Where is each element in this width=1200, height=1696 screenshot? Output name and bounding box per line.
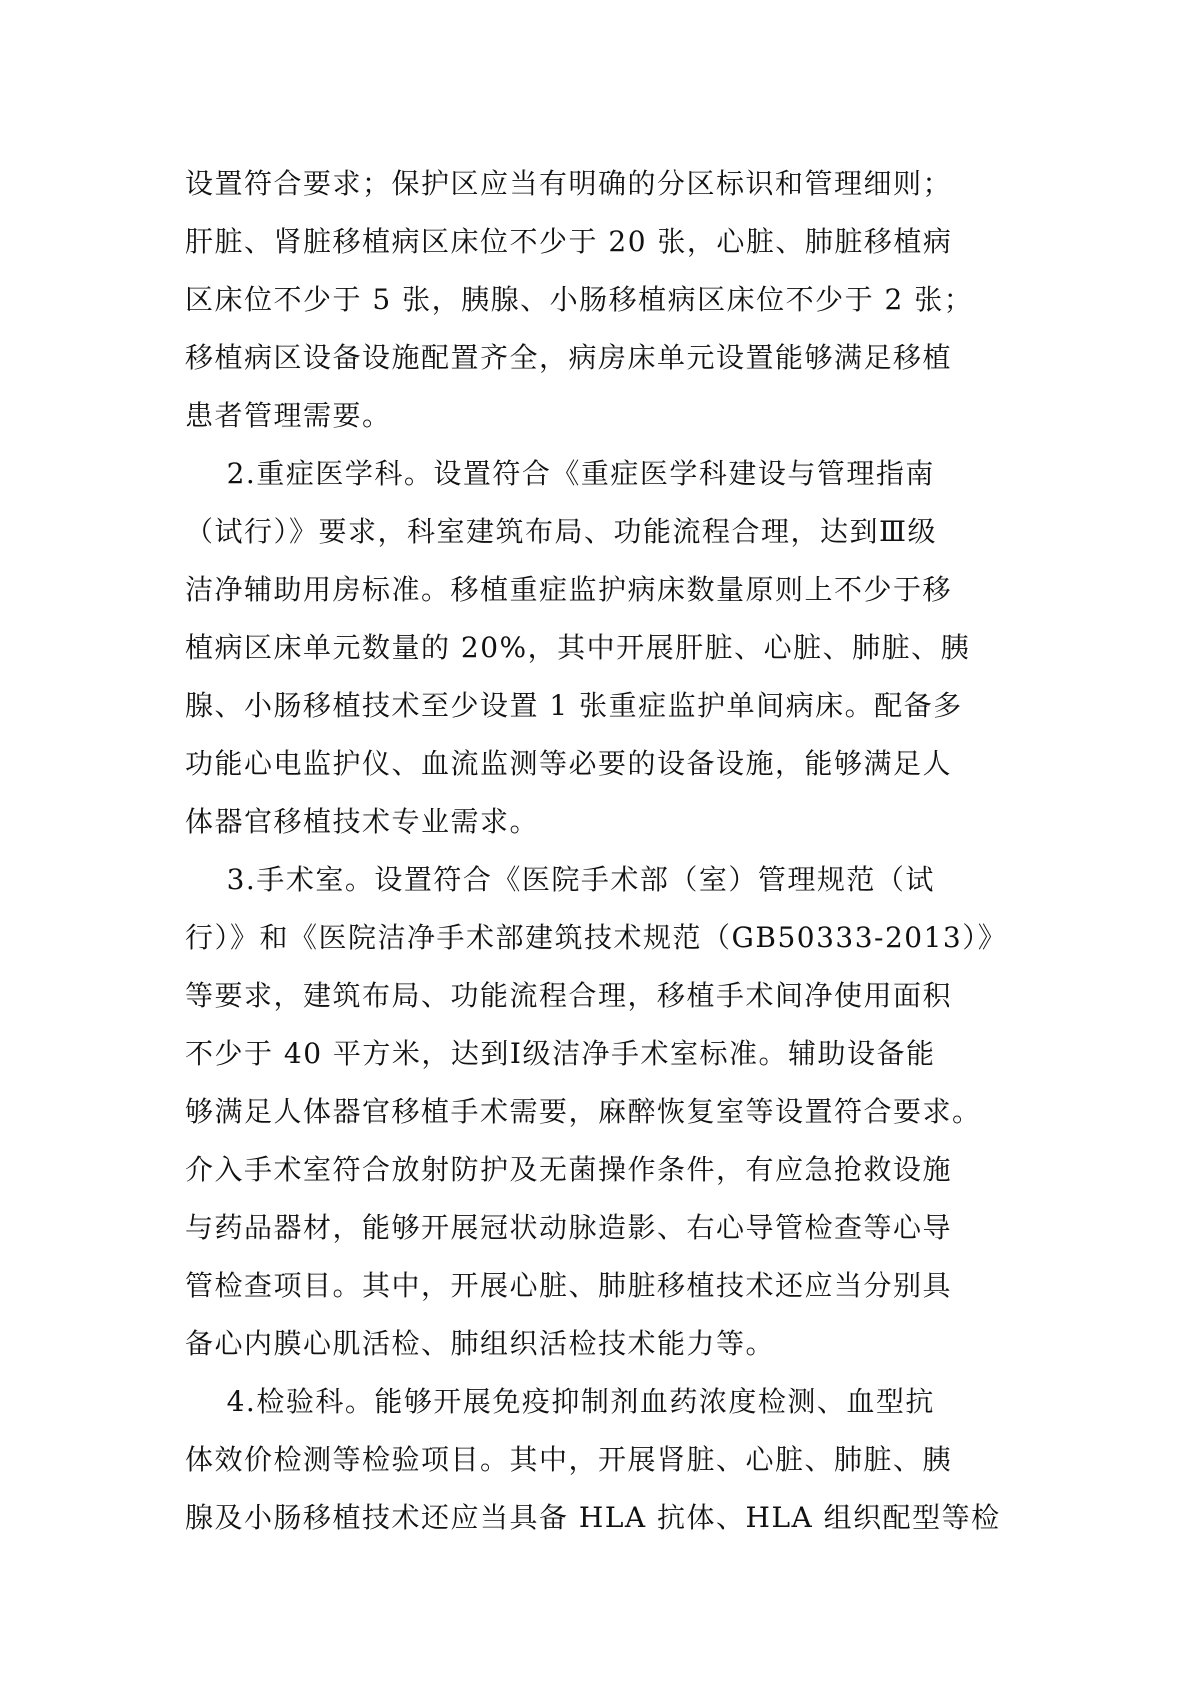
text-line: 体效价检测等检验项目。其中，开展肾脏、心脏、肺脏、胰 [185, 1443, 953, 1476]
text-line: 介入手术室符合放射防护及无菌操作条件，有应急抢救设施 [185, 1153, 953, 1186]
text-line: 够满足人体器官移植手术需要，麻醉恢复室等设置符合要求。 [185, 1095, 982, 1128]
text-line: 等要求，建筑布局、功能流程合理，移植手术间净使用面积 [185, 979, 953, 1012]
text-line: 4.检验科。能够开展免疫抑制剂血药浓度检测、血型抗 [185, 1385, 935, 1418]
text-line: 管检查项目。其中，开展心脏、肺脏移植技术还应当分别具 [185, 1269, 953, 1302]
text-line: 设置符合要求；保护区应当有明确的分区标识和管理细则； [185, 167, 953, 200]
text-line: 体器官移植技术专业需求。 [185, 805, 540, 838]
text-line: 移植病区设备设施配置齐全，病房床单元设置能够满足移植 [185, 341, 953, 374]
text-line: 备心内膜心肌活检、肺组织活检技术能力等。 [185, 1327, 776, 1360]
text-line: （试行）》要求，科室建筑布局、功能流程合理，达到Ⅲ级 [185, 515, 938, 548]
text-line: 行）》和《医院洁净手术部建筑技术规范（GB50333-2013）》 [185, 921, 1008, 954]
text-line: 患者管理需要。 [185, 399, 392, 432]
text-line: 2.重症医学科。设置符合《重症医学科建设与管理指南 [185, 457, 935, 490]
text-line: 与药品器材，能够开展冠状动脉造影、右心导管检查等心导 [185, 1211, 953, 1244]
text-line: 区床位不少于 5 张，胰腺、小肠移植病区床位不少于 2 张； [185, 283, 974, 316]
text-line: 不少于 40 平方米，达到Ⅰ级洁净手术室标准。辅助设备能 [185, 1037, 936, 1070]
body-text [185, 155, 1035, 1547]
text-line: 肝脏、肾脏移植病区床位不少于 20 张，心脏、肺脏移植病 [185, 225, 953, 258]
text-line: 腺、小肠移植技术至少设置 1 张重症监护单间病床。配备多 [185, 689, 963, 722]
text-line: 功能心电监护仪、血流监测等必要的设备设施，能够满足人 [185, 747, 953, 780]
text-line: 洁净辅助用房标准。移植重症监护病床数量原则上不少于移 [185, 573, 953, 606]
text-line: 植病区床单元数量的 20%，其中开展肝脏、心脏、肺脏、胰 [185, 631, 971, 664]
text-line: 3.手术室。设置符合《医院手术部（室）管理规范（试 [185, 863, 935, 896]
text-line: 腺及小肠移植技术还应当具备 HLA 抗体、HLA 组织配型等检 [185, 1501, 1001, 1534]
